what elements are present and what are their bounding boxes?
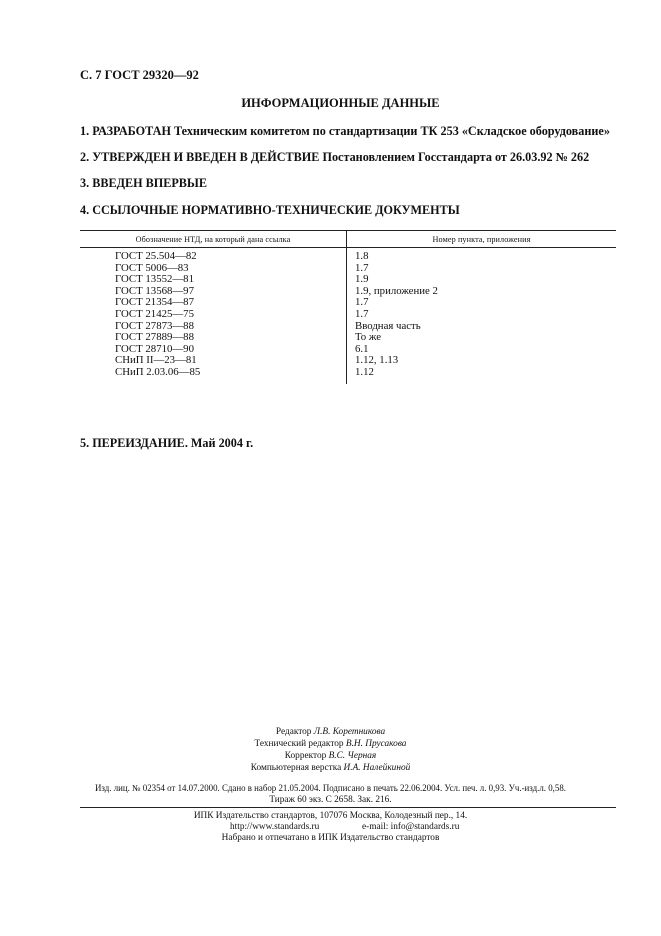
table-cell-clause: Вводная часть <box>355 319 421 332</box>
table-cell-designation: ГОСТ 5006—83 <box>115 261 189 274</box>
table-cell-designation: ГОСТ 25.504—82 <box>115 250 197 262</box>
section-heading: УТВЕРЖДЕН И ВВЕДЕН В ДЕЙСТВИЕ <box>92 150 320 164</box>
table-cell-designation: ГОСТ 27889—88 <box>115 331 194 344</box>
table-column-divider <box>346 230 347 384</box>
imprint-layout: Компьютерная верстка И.А. Налейкиной <box>250 763 411 773</box>
section-text: Постановлением Госстандарта от 26.03.92 № 262 <box>322 150 590 164</box>
section-4 <box>80 203 460 218</box>
table-cell-clause: 6.1 <box>355 342 369 355</box>
table-cell-designation: СНиП II—23—81 <box>115 354 197 367</box>
table-cell-designation: ГОСТ 13552—81 <box>115 273 194 286</box>
page-header: С. 7 ГОСТ 29320—92 <box>80 68 199 82</box>
table-cell-designation: ГОСТ 21354—87 <box>115 296 194 309</box>
table-cell-clause: 1.7 <box>355 261 369 274</box>
table-cell-designation: ГОСТ 21425—75 <box>115 308 194 320</box>
imprint-corrector: Корректор В.С. Черная <box>284 751 377 761</box>
imprint-editor: Редактор Л.В. Коретникова <box>275 727 386 737</box>
table-cell-designation: ГОСТ 28710—90 <box>115 342 194 355</box>
imprint-tech-editor: Технический редактор В.Н. Прусакова <box>254 739 407 749</box>
section-5 <box>80 436 253 451</box>
section-heading: ССЫЛОЧНЫЕ НОРМАТИВНО-ТЕХНИЧЕСКИЕ ДОКУМЕНТЫ <box>92 203 460 217</box>
imprint-divider <box>80 807 616 808</box>
section-2 <box>80 150 589 165</box>
imprint-publisher: ИПК Издательство стандартов, 107076 Москва, Колодезный пер., 14. <box>193 811 468 821</box>
section-1 <box>80 124 610 139</box>
table-cell-clause: 1.7 <box>355 308 369 320</box>
table-cell-clause: 1.7 <box>355 296 369 309</box>
table-cell-clause: 1.12, 1.13 <box>355 354 399 367</box>
section-text: Май 2004 г. <box>190 436 254 450</box>
page-title: ИНФОРМАЦИОННЫЕ ДАННЫЕ <box>241 96 440 110</box>
table-cell-clause: 1.9, приложение 2 <box>355 284 438 297</box>
section-number: 4. <box>80 203 90 217</box>
section-number: 5. <box>80 436 90 450</box>
imprint-publication-data: Изд. лиц. № 02354 от 14.07.2000. Сдано в набор 21.05.2004. Подписано в печать 22.06.2004. Усл. печ. л. 0,93. Уч.-изд.л. 0,58. <box>95 783 566 793</box>
section-heading: ПЕРЕИЗДАНИЕ. <box>92 436 188 450</box>
imprint-print-run: Тираж 60 экз. С 2658. Зак. 216. <box>269 795 392 805</box>
imprint-email[interactable]: e-mail: info@standards.ru <box>362 822 460 832</box>
table-cell-clause: 1.8 <box>355 250 369 262</box>
imprint-printed: Набрано и отпечатано в ИПК Издательство стандартов <box>221 833 440 843</box>
table-cell-designation: ГОСТ 27873—88 <box>115 319 194 332</box>
table-header-clause: Номер пункта, приложения <box>432 235 531 244</box>
section-number: 1. <box>80 124 90 138</box>
section-number: 2. <box>80 150 90 164</box>
section-heading: ВВЕДЕН ВПЕРВЫЕ <box>92 176 208 190</box>
table-cell-designation: ГОСТ 13568—97 <box>115 284 194 297</box>
section-3 <box>80 176 207 191</box>
table-top-rule <box>80 230 616 231</box>
imprint-website[interactable]: http://www.standards.ru <box>230 822 320 832</box>
table-cell-clause: То же <box>355 331 381 344</box>
section-heading: РАЗРАБОТАН <box>92 124 171 138</box>
table-cell-designation: СНиП 2.03.06—85 <box>115 366 201 378</box>
table-cell-clause: 1.9 <box>355 273 369 286</box>
section-text: Техническим комитетом по стандартизации ТК 253 «Складское оборудование» <box>174 124 610 138</box>
table-header-designation: Обозначение НТД, на который дана ссылка <box>135 235 291 244</box>
section-number: 3. <box>80 176 90 190</box>
table-header-rule <box>80 247 616 248</box>
table-cell-clause: 1.12 <box>355 366 374 378</box>
